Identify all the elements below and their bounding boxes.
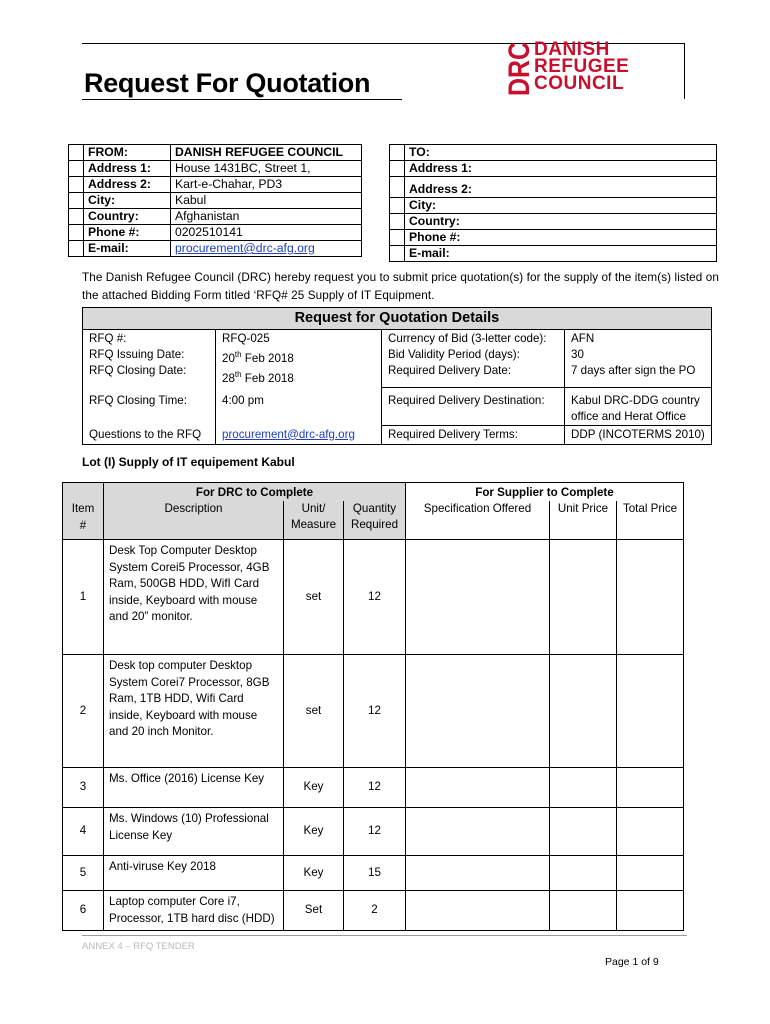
from-label: FROM: — [84, 145, 171, 161]
lot-title: Lot (I) Supply of IT equipement Kabul — [82, 455, 295, 469]
item-qty: 12 — [344, 540, 406, 655]
from-row — [69, 209, 362, 225]
questions-email-link[interactable]: procurement@drc-afg.org — [222, 427, 355, 441]
item-qty: 12 — [344, 655, 406, 768]
item-description: Desk Top Computer Desktop System Corei5 Processor, 4GB Ram, 500GB HDD, WifI Card inside, Keyboard with mouse and 20” monitor. — [104, 540, 284, 655]
issuing-sup: th — [234, 350, 242, 359]
items-table — [62, 482, 684, 931]
questions-label: Questions to the RFQ — [83, 426, 216, 445]
table-row — [63, 540, 684, 655]
spec-offered-cell[interactable] — [406, 891, 550, 931]
total-price-cell[interactable] — [617, 655, 684, 768]
item-number: 3 — [63, 768, 104, 808]
col-unit-price-header: Unit Price — [550, 501, 617, 540]
col-qty-label: Quantity — [352, 501, 397, 515]
to-row — [390, 198, 717, 214]
footer-rule — [82, 935, 687, 936]
closing-time-label: RFQ Closing Time: — [83, 388, 216, 426]
to-row — [390, 177, 717, 198]
from-label: Phone #: — [84, 225, 171, 241]
issuing-date — [222, 347, 375, 367]
spec-offered-cell[interactable] — [406, 768, 550, 808]
to-row — [390, 214, 717, 230]
rfq-no: RFQ-025 — [222, 332, 270, 345]
item-unit: Key — [284, 808, 344, 856]
terms-value: DDP (INCOTERMS 2010) — [565, 426, 712, 445]
unit-price-cell[interactable] — [550, 655, 617, 768]
bid-label-group — [382, 330, 565, 388]
currency-value: AFN — [571, 332, 595, 345]
table-row — [63, 891, 684, 931]
item-number: 6 — [63, 891, 104, 931]
currency-label: Currency of Bid (3-letter code): — [388, 332, 547, 345]
col-spec-header: Specification Offered — [406, 501, 550, 540]
total-price-cell[interactable] — [617, 540, 684, 655]
validity-value: 30 — [571, 348, 584, 361]
destination-label: Required Delivery Destination: — [382, 388, 565, 426]
logo-words — [534, 41, 629, 92]
drc-logo-mark-icon — [498, 31, 536, 96]
intro-paragraph: The Danish Refugee Council (DRC) hereby request you to submit price quotation(s) for the supply of the item(s) listed on the attached Bidding Form titled ‘RFQ# 25 Supply of IT Equipment. — [82, 271, 719, 302]
bid-value-group — [565, 330, 712, 388]
to-label: City: — [405, 198, 717, 214]
from-value: DANISH REFUGEE COUNCIL — [171, 145, 362, 161]
to-label: Address 1: — [405, 161, 717, 177]
from-value: 0202510141 — [171, 225, 362, 241]
rfq-heading-row — [83, 308, 712, 330]
drc-logo — [498, 31, 658, 98]
col-qty-header — [344, 501, 406, 540]
closing-rest: Feb 2018 — [241, 371, 294, 385]
group-drc-header: For DRC to Complete — [104, 483, 406, 501]
to-label: Country: — [405, 214, 717, 230]
item-qty: 12 — [344, 768, 406, 808]
rfq-details-table — [82, 307, 712, 445]
item-unit: set — [284, 655, 344, 768]
item-unit: Key — [284, 856, 344, 891]
rfq-heading: Request for Quotation Details — [83, 308, 712, 330]
page-number: Page 1 of 9 — [605, 956, 659, 968]
from-label: Address 2: — [84, 177, 171, 193]
table-row — [63, 856, 684, 891]
col-unit-header — [284, 501, 344, 540]
item-unit: set — [284, 540, 344, 655]
to-row — [390, 246, 717, 262]
from-row — [69, 161, 362, 177]
col-item-header — [63, 483, 104, 540]
spec-offered-cell[interactable] — [406, 856, 550, 891]
from-row — [69, 225, 362, 241]
delivery-date-value: 7 days after sign the PO — [571, 364, 696, 377]
to-address-box — [389, 144, 717, 262]
rfq-row — [83, 330, 712, 388]
from-row — [69, 241, 362, 257]
group-supplier-header: For Supplier to Complete — [406, 483, 684, 501]
item-unit: Set — [284, 891, 344, 931]
items-group-row — [63, 483, 684, 501]
table-row — [63, 655, 684, 768]
item-description: Anti-viruse Key 2018 — [104, 856, 284, 891]
from-address-box — [68, 144, 362, 257]
item-description: Desk top computer Desktop System Corei7 Processor, 8GB Ram, 1TB HDD, Wifi Card inside, Keyboard with mouse and 20 inch Monitor. — [104, 655, 284, 768]
item-qty: 12 — [344, 808, 406, 856]
spec-offered-cell[interactable] — [406, 655, 550, 768]
col-item-label: Item — [71, 502, 95, 515]
from-label: City: — [84, 193, 171, 209]
logo-mark-text: DRC — [503, 31, 536, 96]
col-qty-label2: Required — [350, 518, 399, 531]
item-unit: Key — [284, 768, 344, 808]
total-price-cell[interactable] — [617, 768, 684, 808]
page-title: Request For Quotation — [84, 68, 371, 98]
rfq-label-group — [83, 330, 216, 388]
table-row — [63, 808, 684, 856]
from-value: Kart-e-Chahar, PD3 — [171, 177, 362, 193]
validity-label: Bid Validity Period (days): — [388, 348, 520, 361]
rfq-row — [83, 426, 712, 445]
unit-price-cell[interactable] — [550, 856, 617, 891]
unit-price-cell[interactable] — [550, 891, 617, 931]
item-description: Ms. Office (2016) License Key — [104, 768, 284, 808]
item-number: 4 — [63, 808, 104, 856]
item-description: Ms. Windows (10) Professional License Key — [104, 808, 284, 856]
logo-word: COUNCIL — [534, 73, 625, 94]
from-row — [69, 177, 362, 193]
col-unit-label: Unit/ — [301, 501, 326, 515]
unit-price-cell[interactable] — [550, 540, 617, 655]
footer-annex: ANNEX 4 – RFQ TENDER — [82, 941, 195, 952]
to-label: Address 2: — [405, 177, 717, 198]
col-item-label2: # — [79, 518, 87, 532]
item-qty: 2 — [344, 891, 406, 931]
total-price-cell[interactable] — [617, 891, 684, 931]
closing-label: RFQ Closing Date: — [89, 364, 187, 377]
item-number: 1 — [63, 540, 104, 655]
delivery-date-label: Required Delivery Date: — [388, 364, 512, 377]
total-price-cell[interactable] — [617, 856, 684, 891]
spec-offered-cell[interactable] — [406, 540, 550, 655]
to-row — [390, 145, 717, 161]
from-email-link[interactable]: procurement@drc-afg.org — [175, 241, 315, 255]
issuing-label: RFQ Issuing Date: — [89, 348, 185, 361]
from-label: Address 1: — [84, 161, 171, 177]
from-label: Country: — [84, 209, 171, 225]
closing-day: 28 — [222, 371, 235, 385]
to-label: TO: — [405, 145, 717, 161]
to-label: E-mail: — [405, 246, 717, 262]
from-row — [69, 193, 362, 209]
col-total-header: Total Price — [617, 501, 684, 540]
rfq-row — [83, 388, 712, 426]
rfq-no-label: RFQ #: — [89, 332, 127, 345]
col-desc-header: Description — [104, 501, 284, 540]
closing-date — [222, 367, 375, 387]
closing-sup: th — [234, 369, 242, 379]
item-description: Laptop computer Core i7, Processor, 1TB hard disc (HDD) — [104, 891, 284, 931]
spec-offered-cell[interactable] — [406, 808, 550, 856]
unit-price-cell[interactable] — [550, 768, 617, 808]
to-label: Phone #: — [405, 230, 717, 246]
item-number: 2 — [63, 655, 104, 768]
table-row — [63, 768, 684, 808]
col-unit-label2: Measure — [290, 518, 337, 531]
destination-value: Kabul DRC-DDG country office and Herat Office — [565, 388, 712, 426]
from-row — [69, 145, 362, 161]
to-row — [390, 230, 717, 246]
terms-label: Required Delivery Terms: — [382, 426, 565, 445]
logo-word: REFUGEE — [534, 56, 630, 77]
from-value: House 1431BC, Street 1, — [171, 161, 362, 177]
closing-time: 4:00 pm — [216, 388, 382, 426]
from-label: E-mail: — [84, 241, 171, 257]
logo-word: DANISH — [534, 39, 610, 60]
items-header-row — [63, 501, 684, 540]
item-number: 5 — [63, 856, 104, 891]
unit-price-cell[interactable] — [550, 808, 617, 856]
total-price-cell[interactable] — [617, 808, 684, 856]
title-underline — [82, 99, 402, 100]
issuing-rest: Feb 2018 — [241, 351, 294, 365]
rfq-value-group — [216, 330, 382, 388]
item-qty: 15 — [344, 856, 406, 891]
from-value: Afghanistan — [171, 209, 362, 225]
issuing-day: 20 — [222, 351, 235, 365]
from-value: Kabul — [171, 193, 362, 209]
to-row — [390, 161, 717, 177]
